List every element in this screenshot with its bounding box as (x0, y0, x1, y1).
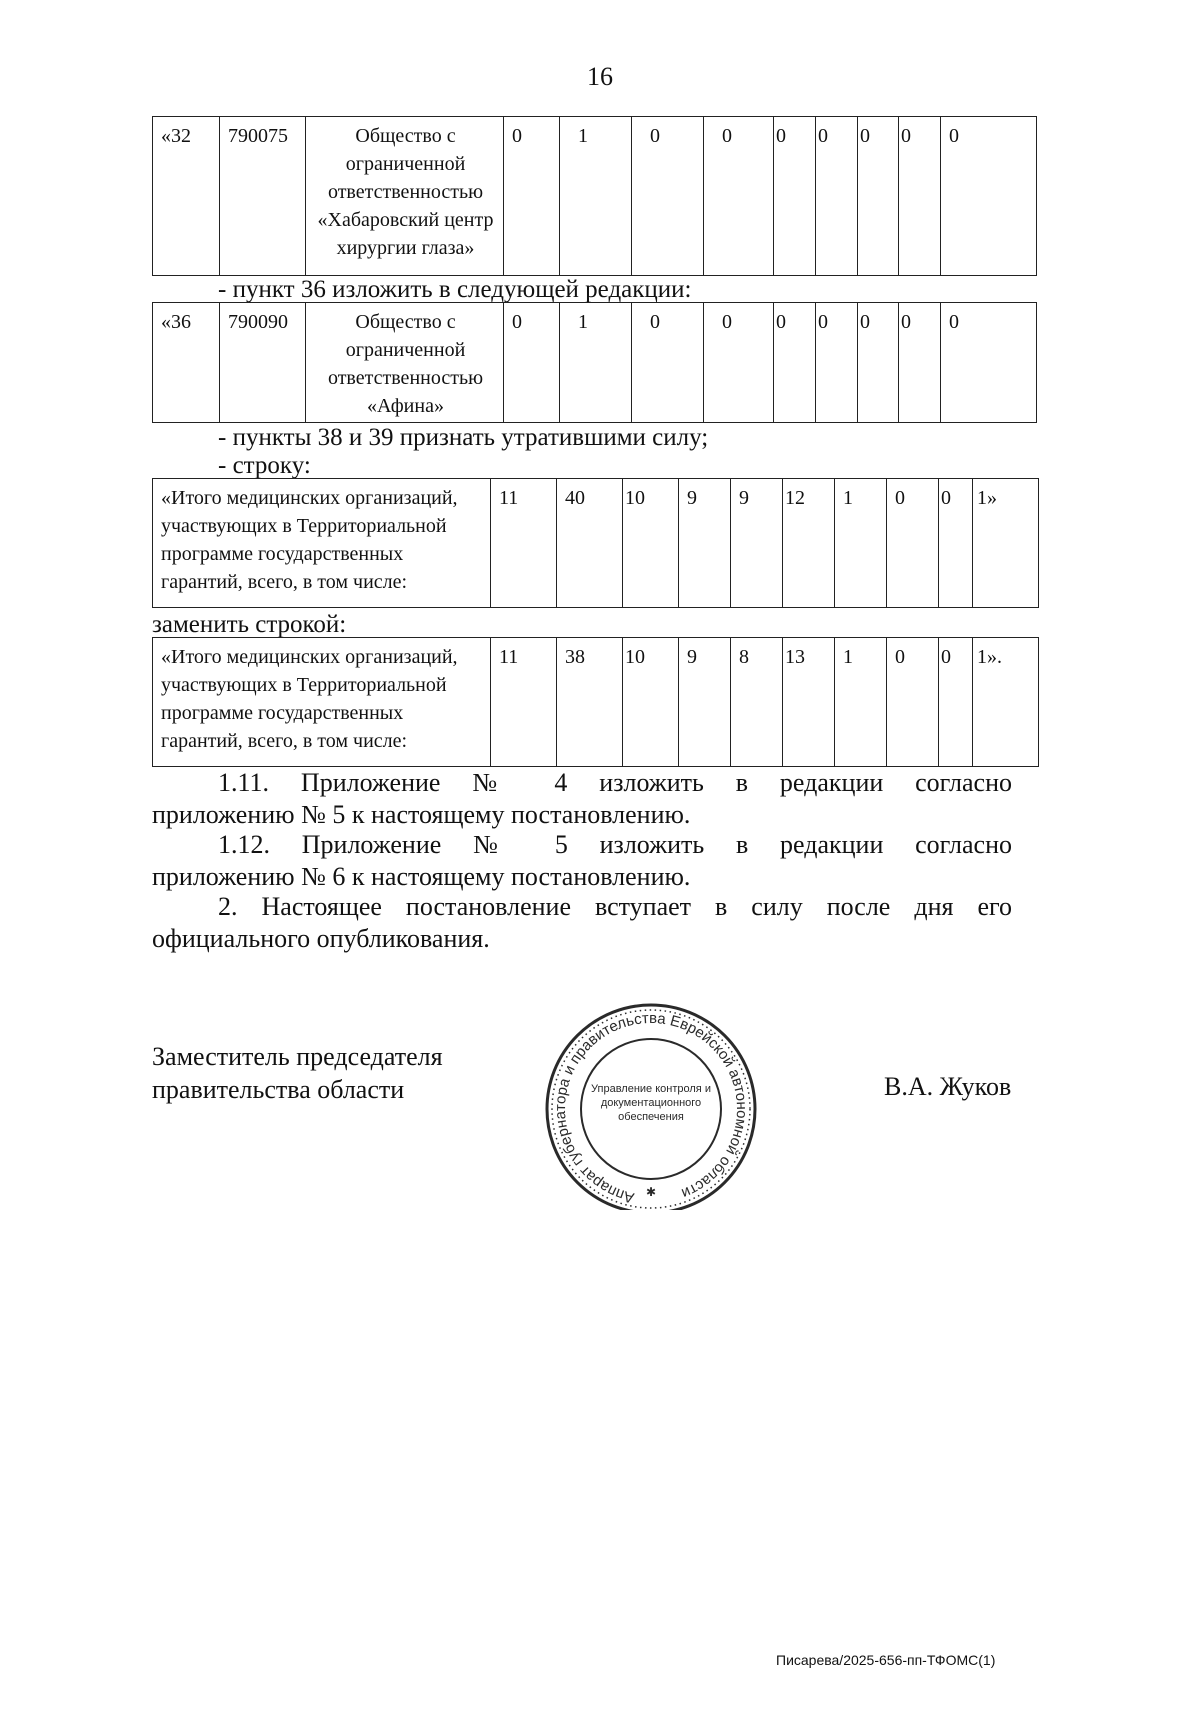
value-cell: 10 (623, 479, 679, 608)
value-cell: 0 (504, 303, 560, 423)
value-cell: 0 (704, 303, 774, 423)
value-cell: 0 (858, 117, 899, 276)
value-cell: 0 (941, 303, 1037, 423)
value-cell: 9 (731, 479, 783, 608)
table-row-36 (152, 302, 1037, 423)
paragraph-1-11-line2: приложению № 5 к настоящему постановлению. (152, 800, 691, 829)
value-cell: 0 (899, 303, 941, 423)
org-name: Общество с ограниченной ответственностью «Хабаровский центр хирургии глаза» (306, 117, 504, 276)
value-cell: 12 (783, 479, 835, 608)
signatory-position-line1: Заместитель председателя (152, 1042, 443, 1071)
value-cell: 0 (899, 117, 941, 276)
signatory-position-line2: правительства области (152, 1075, 405, 1104)
paragraph-1-12-line2: приложению № 6 к настоящему постановлению. (152, 862, 691, 891)
instruction-row: - строку: (218, 452, 311, 479)
value-cell: 0 (632, 303, 704, 423)
instruction-replace: заменить строкой: (152, 611, 347, 638)
value-cell: 11 (491, 638, 557, 767)
value-cell: 1». (973, 638, 1039, 767)
signatory-name: В.А. Жуков (884, 1072, 1012, 1101)
value-cell: 9 (679, 638, 731, 767)
total-label: «Итого медицинских организаций, участвующих в Территориальной программе государственных гарантий, всего, в том числе: (153, 638, 491, 767)
table-row-32 (152, 116, 1037, 276)
row-number: «36 (153, 303, 220, 423)
value-cell: 0 (887, 638, 939, 767)
document-footer: Писарева/2025-656-пп-ТФОМС(1) (776, 1652, 996, 1668)
paragraph-2-line1: 2. Настоящее постановление вступает в силу после дня его (218, 892, 1012, 921)
row-number: «32 (153, 117, 220, 276)
org-name: Общество с ограниченной ответственностью «Афина» (306, 303, 504, 423)
value-cell: 0 (632, 117, 704, 276)
value-cell: 0 (887, 479, 939, 608)
page-number: 16 (587, 62, 613, 91)
value-cell: 0 (816, 303, 858, 423)
paragraph-1-12-line1: 1.12. Приложение № 5 изложить в редакции согласно (218, 830, 1012, 859)
value-cell: 1 (835, 479, 887, 608)
table-new-total (152, 637, 1039, 767)
stamp-ring-textpath: Аппарат губернатора и правительства Еврейской автономной области (551, 1009, 751, 1207)
value-cell: 1 (835, 638, 887, 767)
value-cell: 0 (704, 117, 774, 276)
value-cell: 0 (774, 303, 816, 423)
value-cell: 1 (560, 117, 632, 276)
value-cell: 9 (679, 479, 731, 608)
value-cell: 0 (504, 117, 560, 276)
value-cell: 0 (941, 117, 1037, 276)
official-stamp (538, 1000, 764, 1210)
instruction-point-36: - пункт 36 изложить в следующей редакции: (218, 276, 692, 303)
org-code: 790090 (220, 303, 306, 423)
stamp-star-icon: ✱ (645, 1185, 657, 1199)
value-cell: 38 (557, 638, 623, 767)
value-cell: 11 (491, 479, 557, 608)
paragraph-1-11-line1: 1.11. Приложение № 4 изложить в редакции согласно (218, 768, 1012, 797)
value-cell: 8 (731, 638, 783, 767)
paragraph-2-line2: официального опубликования. (152, 924, 490, 953)
stamp-center-text: Управление контроля и документационного обеспечения (591, 1083, 711, 1123)
signatory-position (152, 1040, 443, 1106)
value-cell: 1» (973, 479, 1039, 608)
value-cell: 0 (774, 117, 816, 276)
value-cell: 40 (557, 479, 623, 608)
instruction-points-38-39: - пункты 38 и 39 признать утратившими силу; (218, 424, 709, 451)
value-cell: 0 (939, 479, 973, 608)
total-label: «Итого медицинских организаций, участвующих в Территориальной программе государственных гарантий, всего, в том числе: (153, 479, 491, 608)
value-cell: 0 (939, 638, 973, 767)
value-cell: 0 (816, 117, 858, 276)
org-code: 790075 (220, 117, 306, 276)
table-old-total (152, 478, 1039, 608)
value-cell: 0 (858, 303, 899, 423)
value-cell: 13 (783, 638, 835, 767)
value-cell: 10 (623, 638, 679, 767)
value-cell: 1 (560, 303, 632, 423)
